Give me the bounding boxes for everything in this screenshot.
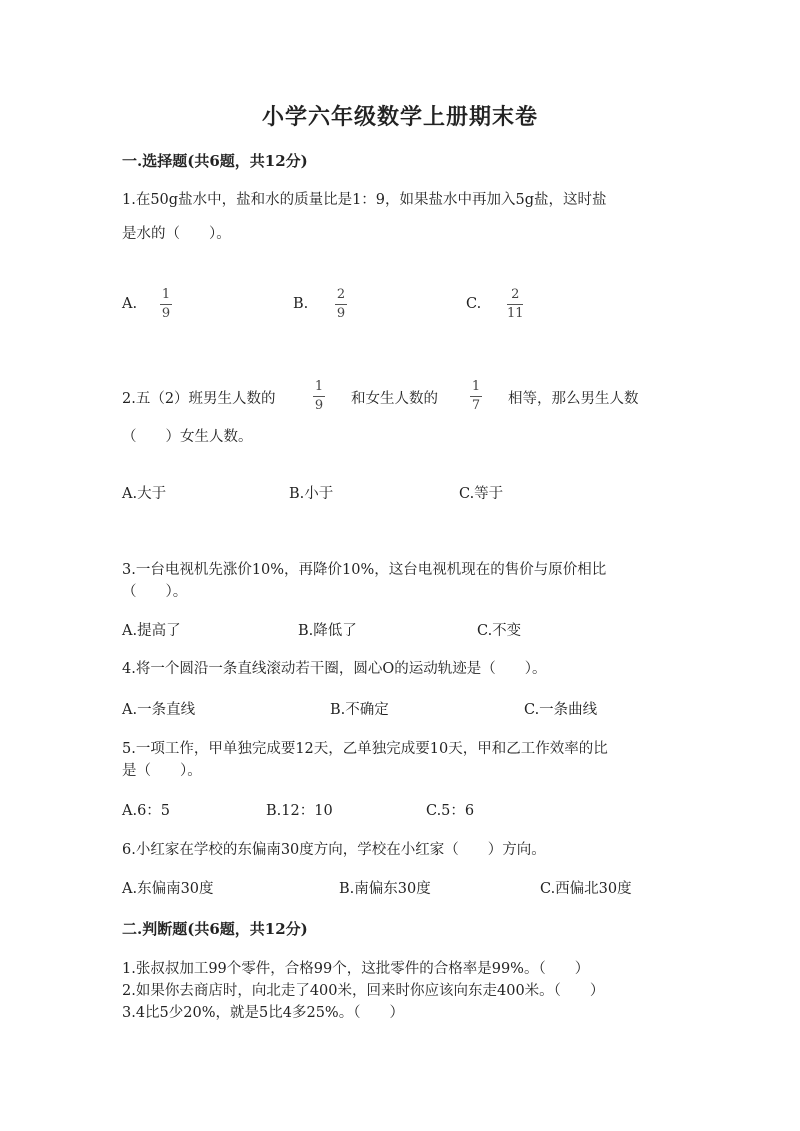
q2-line2: （ ）女生人数。 [122,429,253,445]
q5-line1: 5.一项工作，甲单独完成要12天，乙单独完成要10天，甲和乙工作效率的比 [122,741,608,757]
fraction-denominator: 9 [161,306,171,321]
q2-part2: 和女生人数的 [351,391,438,407]
q2-option-a: A.大于 [122,486,167,502]
q4-option-b: B.不确定 [330,702,389,718]
section2-heading: 二.判断题(共6题，共12分) [122,920,308,938]
judgment-item-3: 3.4比5少20%，就是5比4多25%。（ ） [122,1005,404,1021]
fraction-denominator: 7 [471,398,481,413]
q3-option-b: B.降低了 [298,623,357,639]
q1-option-a-fraction [160,288,172,321]
fraction-numerator: 1 [161,287,171,302]
section1-heading: 一.选择题(共6题，共12分) [122,152,308,170]
q3-option-a: A.提高了 [122,623,181,639]
fraction-denominator: 9 [336,306,346,321]
q1-option-c-label: C. [466,296,482,312]
q6-option-c: C.西偏北30度 [540,881,632,897]
q5-option-a: A.6：5 [122,803,171,819]
page-title: 小学六年级数学上册期末卷 [261,104,538,130]
q3-line2: （ ）。 [122,584,188,600]
q2-option-c: C.等于 [459,486,504,502]
q3-option-c: C.不变 [477,623,522,639]
q5-line2: 是（ ）。 [122,763,202,779]
fraction-numerator: 2 [511,287,520,302]
q1-line2: 是水的（ ）。 [122,226,231,242]
q2-option-b: B.小于 [289,486,334,502]
q1-option-c-fraction [507,288,524,321]
q2-part1: 2.五（2）班男生人数的 [122,391,276,407]
fraction-numerator: 1 [471,379,481,394]
q1-line1: 1.在50g盐水中，盐和水的质量比是1：9，如果盐水中再加入5g盐，这时盐 [122,192,607,208]
q1-option-b-label: B. [293,296,309,312]
judgment-item-2: 2.如果你去商店时，向北走了400米，回来时你应该向东走400米。（ ） [122,983,605,999]
q3-line1: 3.一台电视机先涨价10%，再降价10%，这台电视机现在的售价与原价相比 [122,562,607,578]
q4-option-a: A.一条直线 [122,702,196,718]
q1-option-a-label: A. [122,296,138,312]
q4-option-c: C.一条曲线 [524,702,598,718]
q5-option-c: C.5：6 [426,803,475,819]
q1-option-b-fraction [335,288,347,321]
q4-line1: 4.将一个圆沿一条直线滚动若干圈，圆心O的运动轨迹是（ ）。 [122,661,547,677]
fraction-numerator: 2 [336,287,346,302]
fraction-denominator: 11 [507,306,524,321]
fraction-denominator: 9 [314,398,324,413]
q2-fraction-1 [313,380,325,413]
q6-line1: 6.小红家在学校的东偏南30度方向，学校在小红家（ ）方向。 [122,842,546,858]
q2-fraction-2 [470,380,482,413]
fraction-numerator: 1 [314,379,324,394]
q6-option-b: B.南偏东30度 [339,881,431,897]
q6-option-a: A.东偏南30度 [122,881,214,897]
q5-option-b: B.12：10 [266,803,333,819]
q2-part3: 相等，那么男生人数 [508,391,639,407]
judgment-item-1: 1.张叔叔加工99个零件，合格99个，这批零件的合格率是99%。（ ） [122,961,590,977]
